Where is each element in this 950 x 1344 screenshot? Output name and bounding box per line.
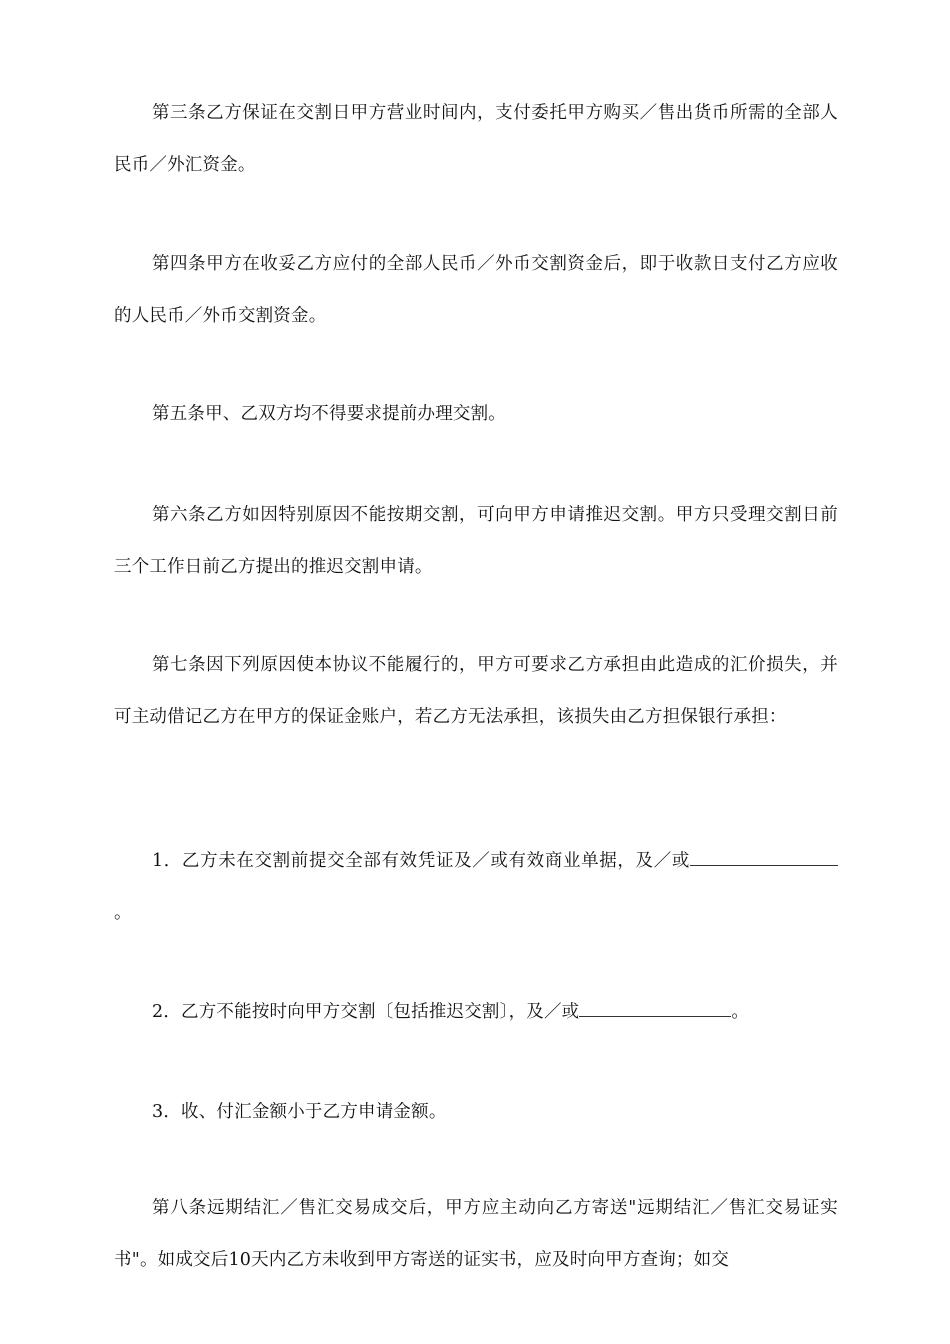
fill-in-blank-line xyxy=(690,846,804,866)
item-1-text: 1．乙方未在交割前提交全部有效凭证及／或有效商业单据，及／或 xyxy=(152,851,690,871)
item-3-paragraph: 3．收、付汇金额小于乙方申请金额。 xyxy=(152,1102,447,1122)
item-2-paragraph xyxy=(114,986,838,1038)
article-7-paragraph: 第七条因下列原因使本协议不能履行的，甲方可要求乙方承担由此造成的汇价损失，并可主动借记乙方在甲方的保证金账户，若乙方无法承担，该损失由乙方担保银行承担： xyxy=(114,655,838,727)
fill-in-blank-line xyxy=(804,846,838,866)
article-8-paragraph: 第八条远期结汇／售汇交易成交后，甲方应主动向乙方寄送"远期结汇／售汇交易证实书"。如成交后10天内乙方未收到甲方寄送的证实书，应及时向甲方查询；如交 xyxy=(114,1198,838,1270)
item-2-text: 2．乙方不能按时向甲方交割〔包括推迟交割〕，及／或 xyxy=(152,1002,580,1022)
item-2-tail: 。 xyxy=(731,1002,750,1022)
article-5-paragraph: 第五条甲、乙双方均不得要求提前办理交割。 xyxy=(152,404,506,424)
article-6-paragraph: 第六条乙方如因特别原因不能按期交割，可向甲方申请推迟交割。甲方只受理交割日前三个工作日前乙方提出的推迟交割申请。 xyxy=(114,505,838,577)
fill-in-blank-line xyxy=(579,997,731,1017)
item-1-paragraph xyxy=(114,835,838,939)
item-1-tail: 。 xyxy=(114,903,132,923)
article-3-paragraph: 第三条乙方保证在交割日甲方营业时间内，支付委托甲方购买／售出货币所需的全部人民币／外汇资金。 xyxy=(114,103,838,175)
article-4-paragraph: 第四条甲方在收妥乙方应付的全部人民币／外币交割资金后，即于收款日支付乙方应收的人民币／外币交割资金。 xyxy=(114,254,838,326)
